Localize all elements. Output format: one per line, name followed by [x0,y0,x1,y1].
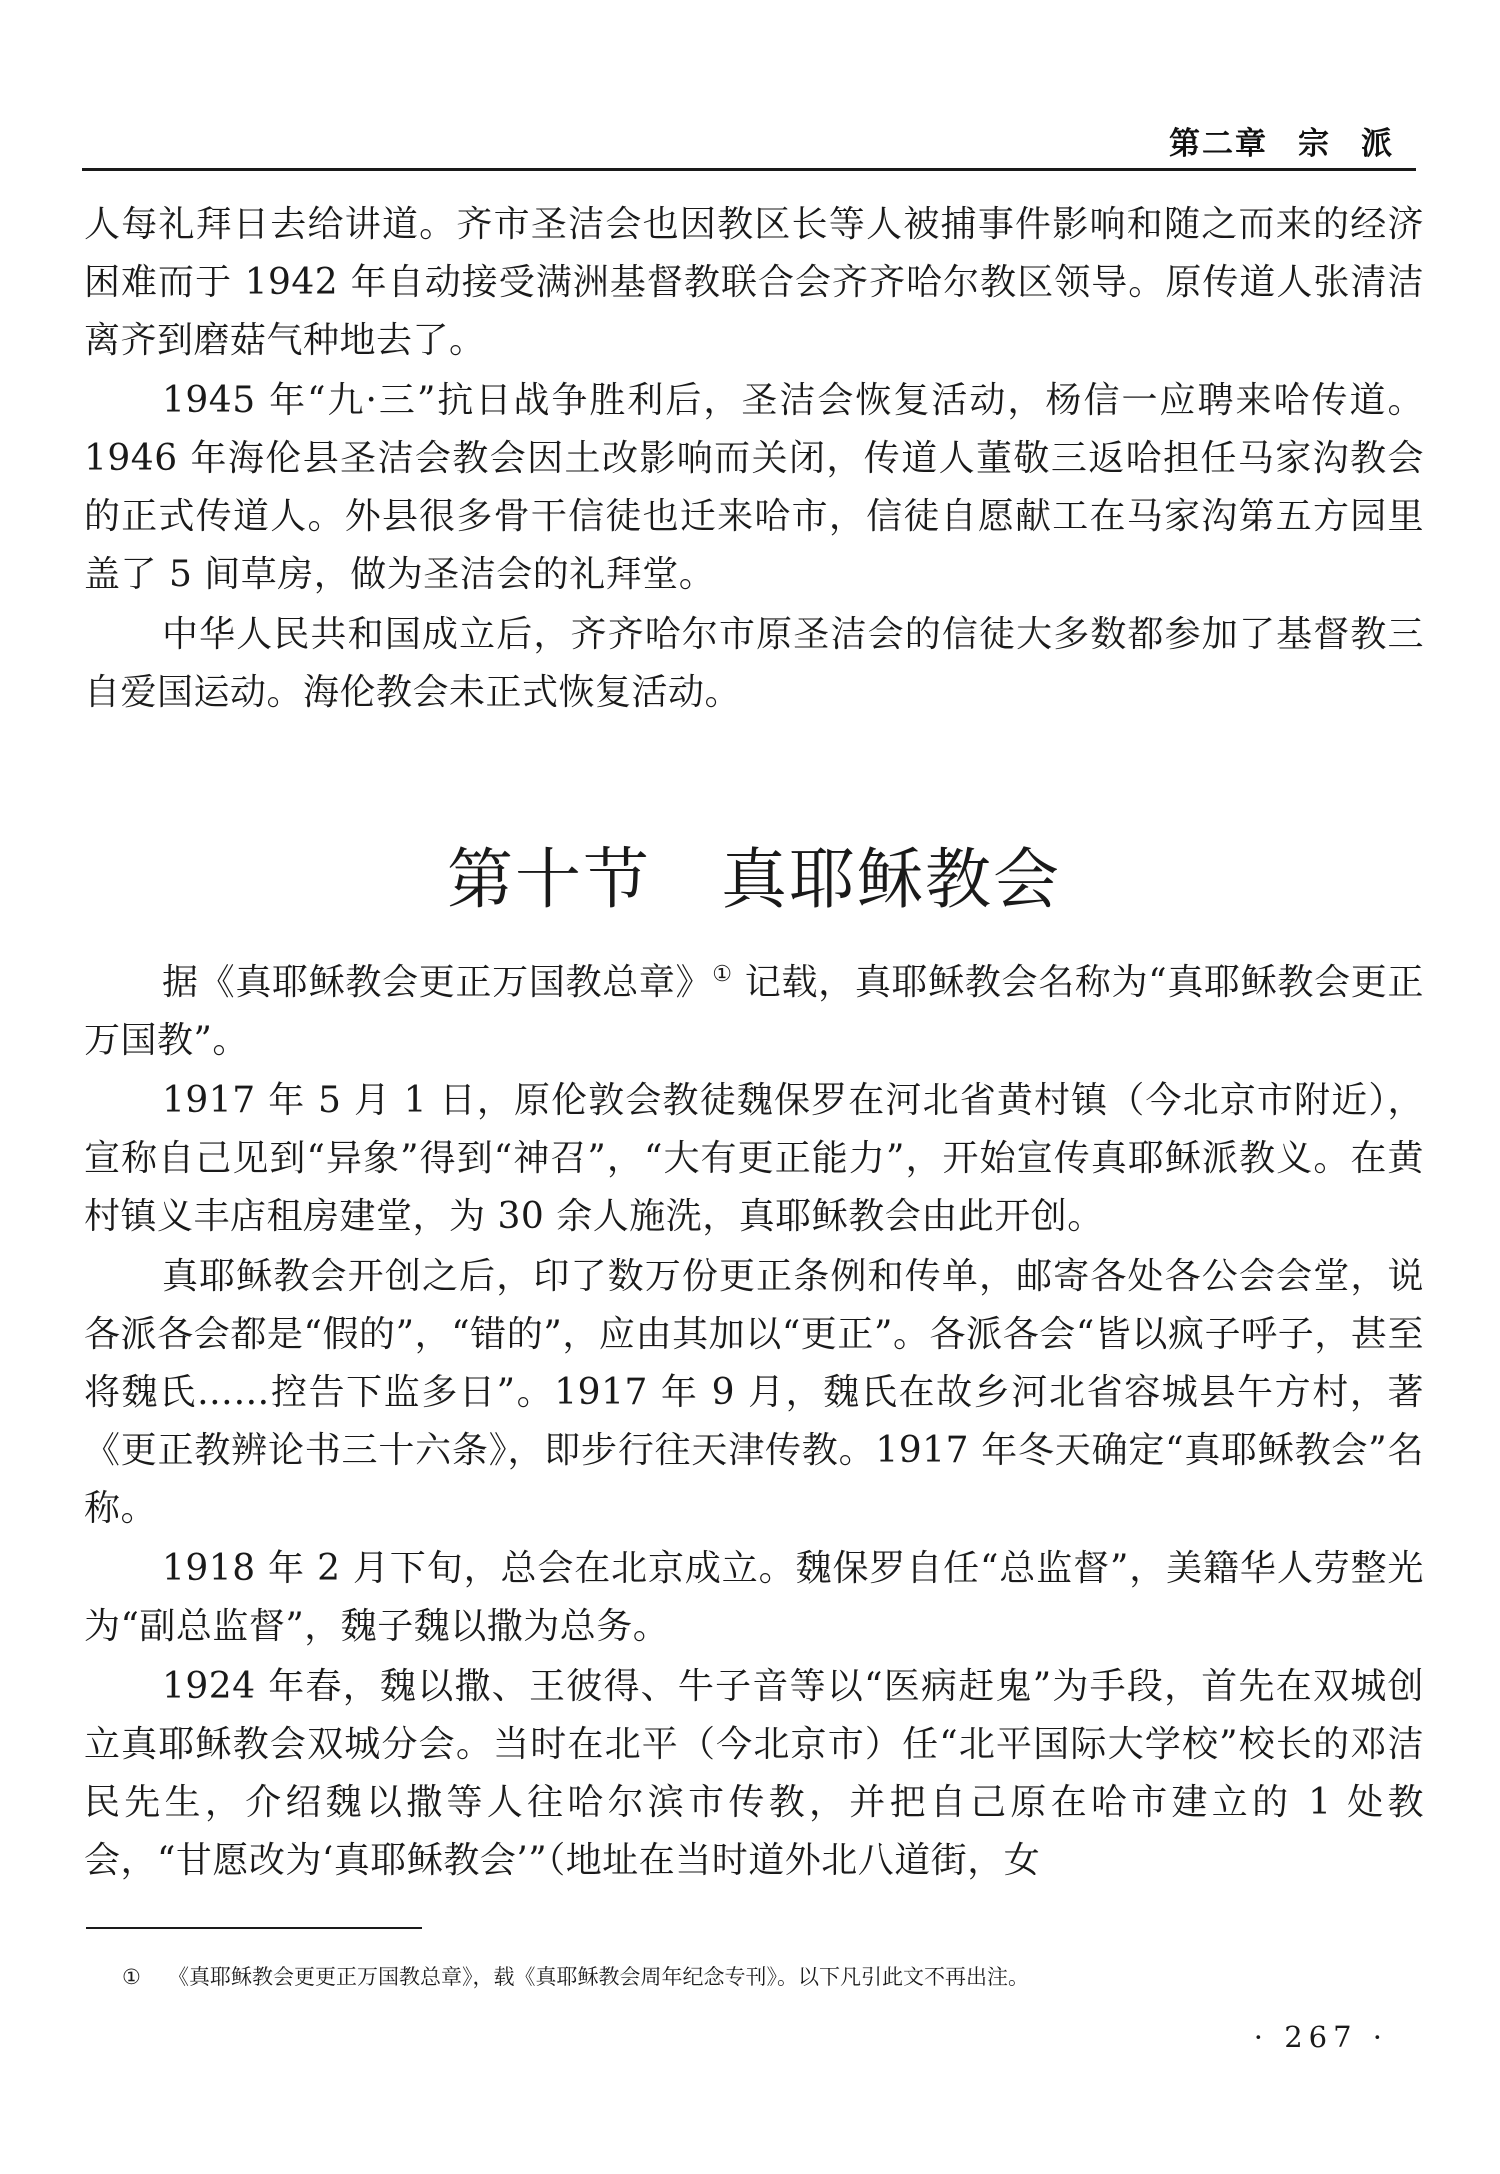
footnote-text: 《真耶稣教会更更正万国教总章》，载《真耶稣教会周年纪念专刊》。以下凡引此文不再出注。 [168,1965,1029,1989]
page-number: · 267 · [1253,2020,1388,2054]
paragraph: 1945 年“九·三”抗日战争胜利后，圣洁会恢复活动，杨信一应聘来哈传道。1946 年海伦县圣洁会教会因土改影响而关闭，传道人董敬三返哈担任马家沟教会的正式传道人。外县很多骨干信徒也迁来哈市，信徒自愿献工在马家沟第五方园里盖了 5 间草房，做为圣洁会的礼拜堂。 [84,380,1424,595]
paragraph: 1918 年 2 月下旬，总会在北京成立。魏保罗自任“总监督”，美籍华人劳整光为“副总监督”，魏子魏以撒为总务。 [84,1548,1424,1647]
intro-text-after: 记载，真耶稣教会名称为“真耶稣教会更正万国教”。 [84,962,1424,1061]
chapter-label: 第二章 [1169,126,1268,162]
section-title [84,840,1424,920]
chapter-title-part1: 宗 [1298,126,1331,162]
chapter-title-part2: 派 [1361,126,1394,162]
section-name: 真耶稣教会 [721,841,1061,918]
body-text [84,196,1424,1892]
running-head [1169,118,1394,163]
paragraph: 1917 年 5 月 1 日，原伦敦会教徒魏保罗在河北省黄村镇（今北京市附近），宣称自己见到“异象”得到“神召”，“大有更正能力”，开始宣传真耶稣派教义。在黄村镇义丰店租房建堂，为 30 余人施洗，真耶稣教会由此开创。 [84,1080,1424,1237]
footnote [122,1962,1029,1992]
paragraph: 人每礼拜日去给讲道。齐市圣洁会也因教区长等人被捕事件影响和随之而来的经济困难而于 1942 年自动接受满洲基督教联合会齐齐哈尔教区领导。原传道人张清洁离齐到磨菇气种地去了。 [84,204,1424,361]
footnote-rule [86,1927,422,1929]
paragraph: 中华人民共和国成立后，齐齐哈尔市原圣洁会的信徒大多数都参加了基督教三自爱国运动。海伦教会未正式恢复活动。 [84,614,1424,713]
intro-text-before: 据《真耶稣教会更正万国教总章》 [162,962,713,1003]
paragraph: 真耶稣教会开创之后，印了数万份更正条例和传单，邮寄各处各公会会堂，说各派各会都是“假的”，“错的”，应由其加以“更正”。各派各会“皆以疯子呼子，甚至将魏氏……控告下监多日”。1917 年 9 月，魏氏在故乡河北省容城县午方村，著《更正教辨论书三十六条》，即步行往天津传教。1917 年冬天确定“真耶稣教会”名称。 [84,1256,1424,1529]
intro-paragraph [84,954,1424,1070]
footnote-reference[interactable]: ① [712,962,733,987]
header-rule [82,168,1416,171]
section-number: 第十节 [447,841,651,918]
paragraph: 1924 年春，魏以撒、王彼得、牛子音等以“医病赶鬼”为手段，首先在双城创立真耶稣教会双城分会。当时在北平（今北京市）任“北平国际大学校”校长的邓洁民先生，介绍魏以撒等人往哈尔滨市传教，并把自己原在哈市建立的 1 处教会，“甘愿改为‘真耶稣教会’”（地址在当时道外北八道街，女 [84,1666,1424,1881]
footnote-mark: ① [122,1965,141,1989]
